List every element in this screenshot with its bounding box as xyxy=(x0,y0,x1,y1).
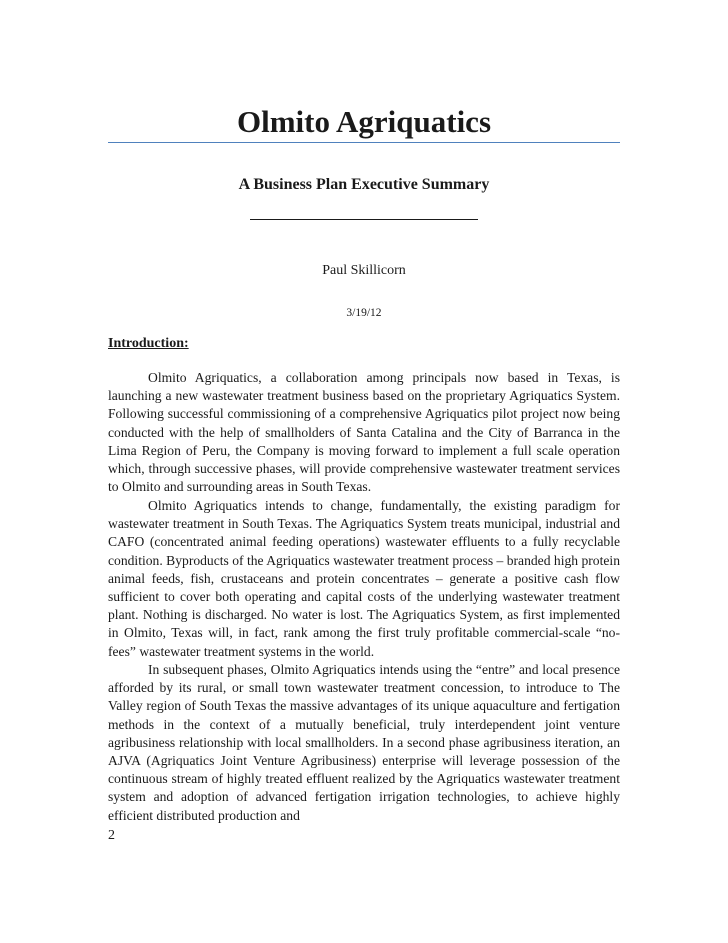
paragraph-2: Olmito Agriquatics intends to change, fundamentally, the existing paradigm for wastewater treatment in South Texas. The Agriquatics System treats municipal, industrial and CAFO (concentrated animal feeding operations) wastewater effluents to a fully recyclable condition. Byproducts of the Agriquatics wastewater treatment process – branded high protein animal feeds, fish, crustaceans and protein concentrates – generate a positive cash flow sufficient to cover both operating and capital costs of the underlying wastewater treatment plant. Nothing is discharged. No water is lost. The Agriquatics System, as first implemented in Olmito, Texas will, in fact, rank among the first truly profitable commercial-scale “no-fees” wastewater treatment systems in the world. xyxy=(108,498,620,659)
document-date: 3/19/12 xyxy=(346,307,382,319)
author-name: Paul Skillicorn xyxy=(322,263,406,278)
separator-line xyxy=(250,219,478,220)
title-rule xyxy=(108,142,620,143)
document-title: Olmito Agriquatics xyxy=(236,104,492,139)
page-number: 2 xyxy=(108,828,115,843)
paragraph-3: In subsequent phases, Olmito Agriquatics intends using the “entre” and local presence afforded by its rural, or small town wastewater treatment concession, to introduce to The Valley region of South Texas the massive advantages of its unique aquaculture and fertigation methods in the context of a mutually beneficial, truly interdependent joint venture agribusiness relationship with local smallholders. In a second phase agribusiness iteration, an AJVA (Agriquatics Joint Venture Agribusiness) enterprise will leverage possession of the continuous stream of highly treated effluent realized by the Agriquatics wastewater treatment system and adoption of advanced fertigation irrigation technologies, to achieve highly efficient distributed production and xyxy=(108,662,620,823)
document-subtitle: A Business Plan Executive Summary xyxy=(238,176,490,193)
paragraph-1: Olmito Agriquatics, a collaboration among principals now based in Texas, is launching a new wastewater treatment business based on the proprietary Agriquatics System. Following successful commissioning of a comprehensive Agriquatics pilot project now being conducted with the help of smallholders of Santa Catalina and the City of Barranca in the Lima Region of Peru, the Company is moving forward to implement a full scale operation which, through successive phases, will provide comprehensive wastewater treatment services to Olmito and surrounding areas in South Texas. xyxy=(108,370,620,495)
section-heading: Introduction: xyxy=(108,336,189,351)
